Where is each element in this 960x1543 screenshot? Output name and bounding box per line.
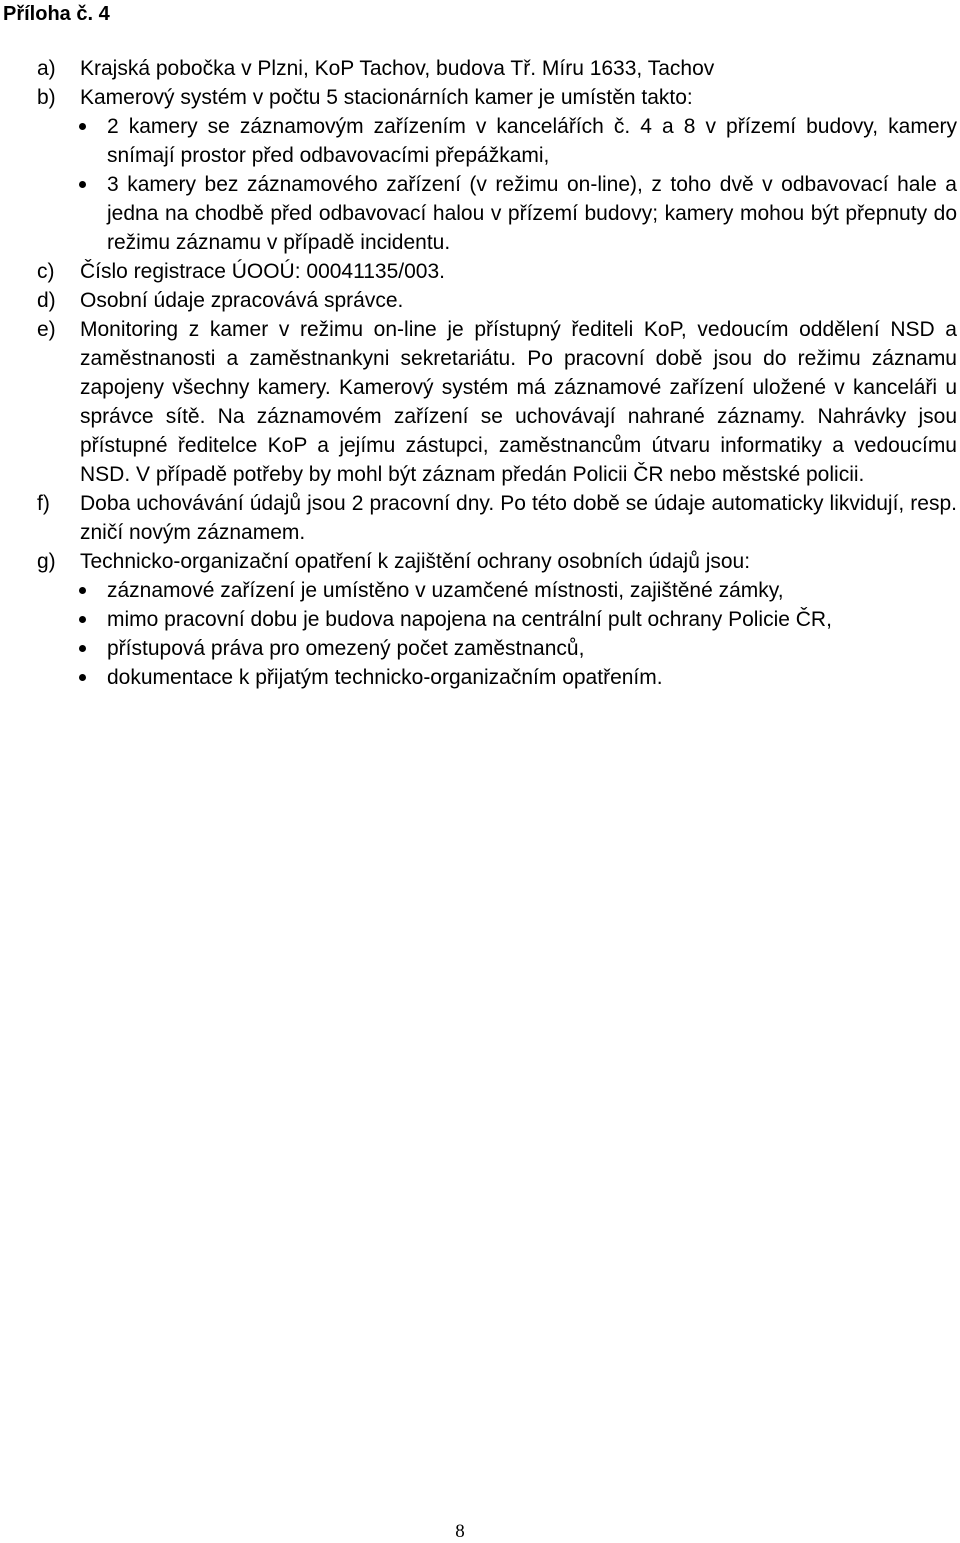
measures-bullet-list [37, 576, 957, 692]
bullet-text: 2 kamery se záznamovým zařízením v kancelářích č. 4 a 8 v přízemí budovy, kamery snímají prostor před odbavovacími přepážkami, [107, 115, 957, 167]
list-item-d [37, 286, 957, 315]
item-text: Krajská pobočka v Plzni, KoP Tachov, budova Tř. Míru 1633, Tachov [80, 57, 715, 80]
bullet-text: dokumentace k přijatým technicko-organizačním opatřením. [107, 666, 663, 689]
bullet-item [37, 605, 957, 634]
list-item-a [37, 54, 957, 83]
document-title: Příloha č. 4 [3, 3, 110, 25]
item-text: Číslo registrace ÚOOÚ: 00041135/003. [80, 260, 445, 283]
bullet-text: přístupová práva pro omezený počet zaměstnanců, [107, 637, 585, 660]
item-marker: a) [37, 57, 56, 80]
list-item-b [37, 83, 957, 112]
bullet-text: 3 kamery bez záznamového zařízení (v režimu on-line), z toho dvě v odbavovací hale a jedna na chodbě před odbavovací halou v přízemí budovy; kamery mohou být přepnuty do režimu záznamu v případě incidentu. [107, 173, 957, 254]
bullet-item [37, 112, 957, 170]
page-number: 8 [455, 1521, 465, 1542]
bullet-icon [79, 674, 86, 681]
list-item-e [37, 315, 957, 489]
item-marker: b) [37, 86, 56, 109]
list-item-g [37, 547, 957, 576]
bullet-item [37, 634, 957, 663]
bullet-item [37, 170, 957, 257]
bullet-icon [79, 123, 86, 130]
item-marker: g) [37, 550, 56, 573]
item-text: Kamerový systém v počtu 5 stacionárních kamer je umístěn takto: [80, 86, 693, 109]
item-text: Monitoring z kamer v režimu on-line je přístupný řediteli KoP, vedoucím oddělení NSD a zaměstnanosti a zaměstnankyni sekretariátu. Po pracovní době jsou do režimu záznamu zapojeny všechny kamery. Kamerový systém má záznamové zařízení uložené v kanceláři u správce sítě. Na záznamovém zařízení se uchovávají nahrané záznamy. Nahrávky jsou přístupné ředitelce KoP a jejímu zástupci, zaměstnancům útvaru informatiky a vedoucímu NSD. V případě potřeby by mohl být záznam předán Policii ČR nebo městské policii. [80, 318, 957, 486]
item-text: Osobní údaje zpracovává správce. [80, 289, 404, 312]
list-item-f [37, 489, 957, 547]
item-marker: c) [37, 260, 55, 283]
document-body [37, 54, 957, 692]
bullet-icon [79, 587, 86, 594]
item-marker: d) [37, 289, 56, 312]
bullet-item [37, 663, 957, 692]
bullet-icon [79, 181, 86, 188]
bullet-icon [79, 645, 86, 652]
list-item-c [37, 257, 957, 286]
item-marker: f) [37, 492, 50, 515]
bullet-text: záznamové zařízení je umístěno v uzamčené místnosti, zajištěné zámky, [107, 579, 784, 602]
item-marker: e) [37, 318, 56, 341]
item-text: Doba uchovávání údajů jsou 2 pracovní dny. Po této době se údaje automaticky likvidují, resp. zničí novým záznamem. [80, 492, 957, 544]
bullet-text: mimo pracovní dobu je budova napojena na centrální pult ochrany Policie ČR, [107, 608, 832, 631]
bullet-icon [79, 616, 86, 623]
camera-bullet-list [37, 112, 957, 257]
bullet-item [37, 576, 957, 605]
item-text: Technicko-organizační opatření k zajištění ochrany osobních údajů jsou: [80, 550, 751, 573]
